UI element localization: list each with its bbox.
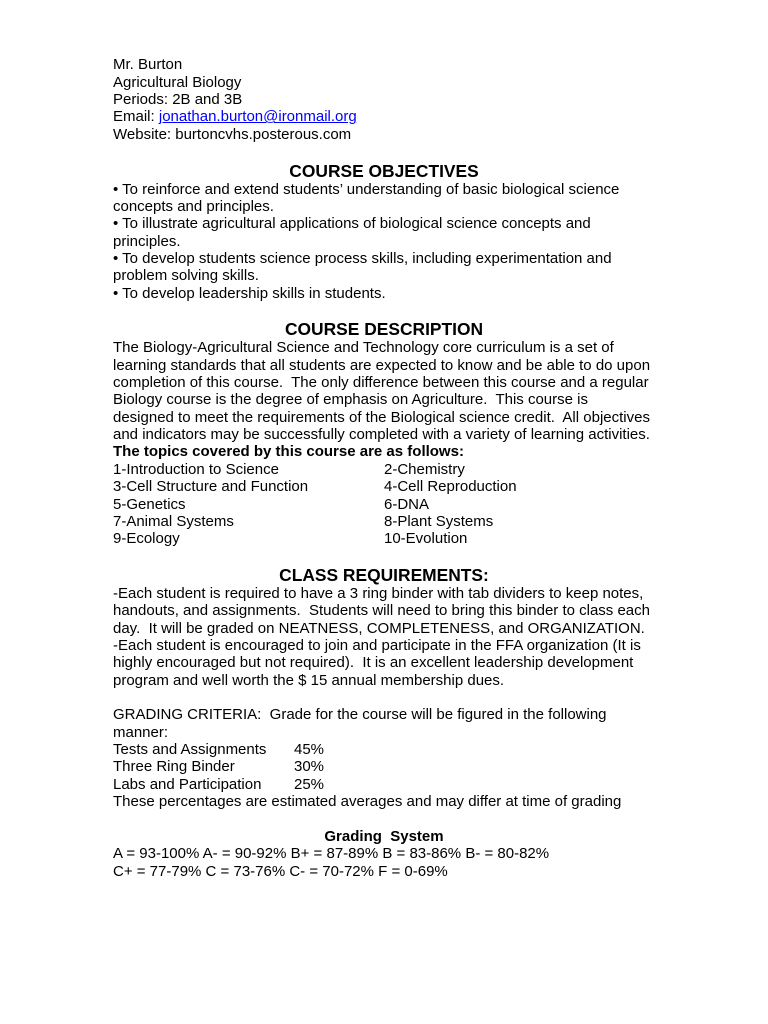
grading-note: These percentages are estimated averages and may differ at time of grading [113,793,622,811]
course-description-heading: COURSE DESCRIPTION [284,319,484,340]
grade-weight-value: 45% [294,741,325,759]
course-objectives-section [113,161,655,302]
grade-weight-label: Tests and Assignments [113,741,267,759]
website-line: Website: burtoncvhs.posterous.com [113,125,352,143]
requirement-paragraph: -Each student is required to have a 3 ring binder with tab dividers to keep notes, handouts, and assignments. Students will need to bring this binder to class each day. It will be graded on NEATNESS, COMPLETENESS, and ORGANIZATION. [113,585,650,637]
topic-item: 3-Cell Structure and Function [113,478,309,496]
grading-criteria-text: GRADING CRITERIA: Grade for the course will be figured in the following manner: [113,706,607,741]
grade-weight-label: Labs and Participation [113,775,262,793]
course-description-section [113,319,655,547]
topic-item: 7-Animal Systems [113,512,234,530]
email-link[interactable]: jonathan.burton@ironmail.org [158,108,357,126]
topic-item: 2-Chemistry [384,460,465,478]
email-label: Email: [113,108,155,126]
class-requirements-heading: CLASS REQUIREMENTS: [279,565,489,586]
course-name: Agricultural Biology [113,73,242,91]
teacher-info [113,56,655,143]
topic-item: 10-Evolution [384,530,468,548]
grade-weight-value: 25% [294,775,325,793]
topic-item: 6-DNA [384,495,430,513]
grading-scale-line: C+ = 77-79% C = 73-76% C- = 70-72% F = 0-69% [113,862,448,880]
course-objectives-heading: COURSE OBJECTIVES [289,160,479,181]
objective-item: • To illustrate agricultural applications of biological science concepts and principles. [113,215,591,250]
grade-weight-value: 30% [294,758,325,776]
grading-system-heading: Grading System [324,827,444,845]
class-requirements-section [113,565,655,689]
topic-item: 4-Cell Reproduction [384,478,517,496]
grading-criteria-section [113,706,655,879]
teacher-name: Mr. Burton [113,56,183,74]
topic-item: 5-Genetics [113,495,186,513]
class-periods: Periods: 2B and 3B [113,90,243,108]
grading-weights-table [113,741,655,793]
syllabus-page [113,56,655,880]
objective-item: • To reinforce and extend students’ understanding of basic biological science concepts and principles. [113,180,620,215]
requirement-paragraph: -Each student is encouraged to join and participate in the FFA organization (It is highly encouraged but not required). It is an excellent leadership development program and well worth the $ 15 annual membership dues. [113,637,641,689]
course-description-text: The Biology-Agricultural Science and Technology core curriculum is a set of learning standards that all students are expected to know and be able to do upon completion of this course. The only difference between this course and a regular Biology course is the degree of emphasis on Agriculture. This course is designed to meet the requirements of the Biological science credit. All objectives and indicators may be successfully completed with a variety of learning activities. [113,339,651,444]
topics-heading: The topics covered by this course are as follows: [113,443,464,461]
grading-scale-line: A = 93-100% A- = 90-92% B+ = 87-89% B = 83-86% B- = 80-82% [113,845,550,863]
email-line [113,108,655,125]
topics-list [113,461,655,548]
topic-item: 9-Ecology [113,530,180,548]
objective-item: • To develop leadership skills in students. [113,284,386,302]
topic-item: 8-Plant Systems [384,512,494,530]
topic-item: 1-Introduction to Science [113,460,279,478]
grade-weight-label: Three Ring Binder [113,758,235,776]
objective-item: • To develop students science process skills, including experimentation and problem solving skills. [113,249,612,285]
